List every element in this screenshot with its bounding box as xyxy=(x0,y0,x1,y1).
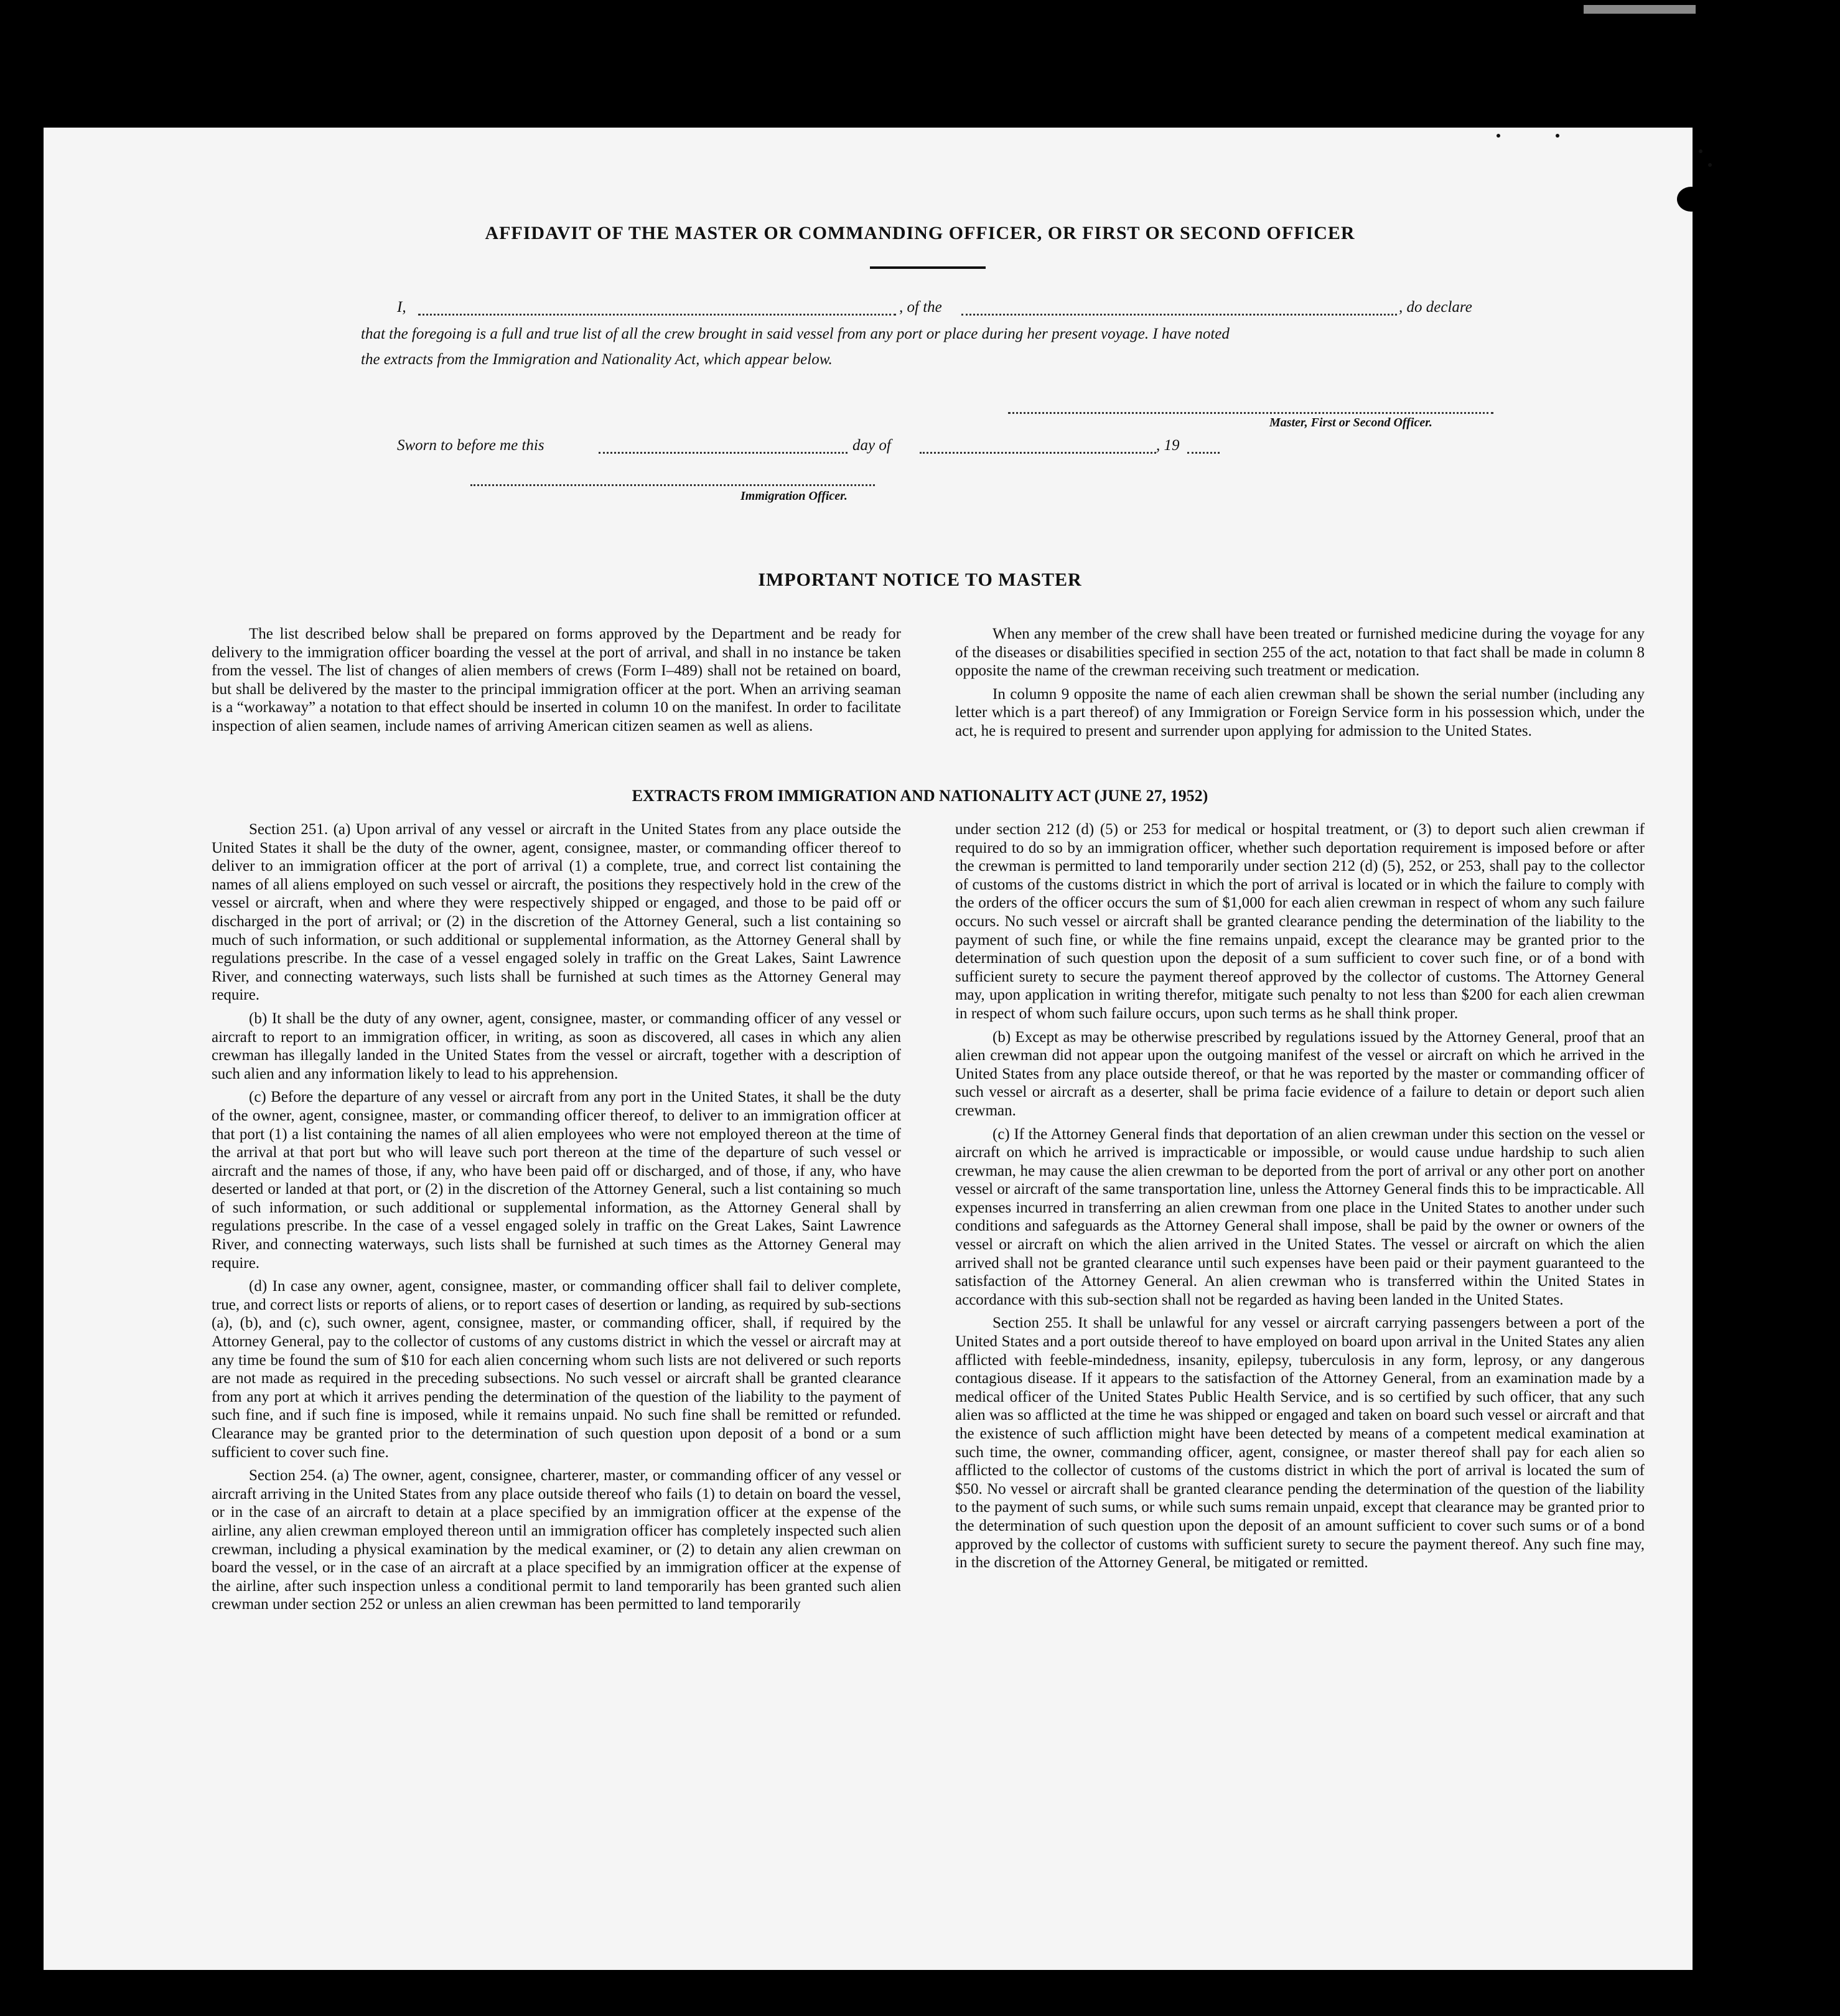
notice-left-paragraph: The list described below shall be prepared on forms approved by the Department and be ready for delivery to the immigration officer boarding the vessel at the port of arrival, and shall in no instance be taken from the vessel. The list of changes of alien members of crews (Form I–489) shall not be retained on board, but shall be delivered by the master to the principal immigration officer at the port. When an arriving seaman is a “workaway” a notation to that effect should be inserted in column 10 on the manifest. In order to facilitate inspection of alien seamen, include names of arriving American citizen seamen as well as aliens. xyxy=(212,626,901,734)
extracts-right-column xyxy=(955,820,1645,1572)
notice-right-paragraph-1: When any member of the crew shall have been treated or furnished medicine during the voyage for any of the diseases or disabilities specified in section 255 of the act, notation to that fact shall be made in column 8 opposite the name of the crewman receiving such treatment or medication. xyxy=(955,626,1645,680)
affidavit-line2: that the foregoing is a full and true list of all the crew brought in said vessel from any port or place during her present voyage. I have noted xyxy=(361,326,1230,342)
binder-hole xyxy=(1677,187,1706,212)
master-caption: Master, First or Second Officer. xyxy=(1269,416,1432,429)
year-blank[interactable] xyxy=(1187,452,1220,454)
section-254b: (b) Except as may be otherwise prescribed by regulations issued by the Attorney General, proof that an alien crewman did not appear upon the outgoing manifest of the vessel or aircraft on which he arrived in the United States from any place outside thereof, or that he was reported by the master or commanding officer of such vessel or aircraft as a deserter, shall be prima facie evidence of a failure to detain or deport such alien crewman. xyxy=(955,1028,1645,1119)
section-251a: Section 251. (a) Upon arrival of any vessel or aircraft in the United States from any place outside the United States it shall be the duty of the owner, agent, consignee, master, or commanding officer thereof to deliver to an immigration officer at the port of arrival (1) a complete, true, and correct list containing the names of all aliens employed on such vessel or aircraft, the positions they respectively hold in the crew of the vessel or aircraft, when and where they were respectively shipped or engaged, and those to be paid off or discharged in the port of arrival; or (2) in the discretion of the Attorney General, such a list containing so much of such information, or such additional or supplemental information, as the Attorney General shall by regulations prescribe. In the case of a vessel engaged solely in traffic on the Great Lakes, Saint Lawrence River, and connecting waterways, such lists shall be furnished at such times as the Attorney General may require. xyxy=(212,821,901,1004)
officer-signature-line[interactable] xyxy=(470,484,875,486)
scan-speck xyxy=(1497,134,1500,138)
notice-right-column xyxy=(955,625,1645,741)
affidavit-line3: the extracts from the Immigration and Nationality Act, which appear below. xyxy=(361,351,833,368)
section-251c: (c) Before the departure of any vessel or aircraft from any port in the United States, it shall be the duty of the owner, agent, consignee, master, or commanding officer thereof, to deliver to an immigration officer at that port (1) a list containing the names of all alien employees who were not employed thereon at the time of the arrival at that port but who will leave such port thereon at the time of the departure of such vessel or aircraft and the names of those, if any, who have been paid off or discharged, and of those, if any, who have deserted or landed at that port, or (2) in the discretion of the Attorney General, such a list containing so much of such information, or such additional or supplemental information, as the Attorney General shall by regulations prescribe. In the case of a vessel engaged solely in traffic on the Great Lakes, Saint Lawrence River, and connecting waterways, such lists shall be furnished at such times as the Attorney General may require. xyxy=(212,1089,901,1272)
binder-hole xyxy=(1733,1380,1764,1411)
affidavit-i: I, xyxy=(397,299,406,316)
binder-hole xyxy=(1733,641,1764,672)
month-blank[interactable] xyxy=(920,452,1156,454)
name-blank[interactable] xyxy=(418,314,896,316)
title-rule xyxy=(870,266,986,269)
section-251d: (d) In case any owner, agent, consignee, master, or commanding officer shall fail to deliver complete, true, and correct lists or reports of aliens, or to report cases of desertion or landing, as required by sub-sections (a), (b), and (c), such owner, agent, consignee, master, or commanding officer, shall, if required by the Attorney General, pay to the collector of customs of any customs district in which the vessel or aircraft may at any time be found the sum of $10 for each alien concerning whom such lists are not delivered or such reports are not made as required in the preceding subsections. No such vessel or aircraft shall be granted clearance from any port at which it arrives pending the determination of the question of the liability to the payment of such fine, and if such fine is imposed, while it remains unpaid. No such fine shall be remitted or refunded. Clearance may be granted prior to the determination of such question upon deposit of a bond or a sum sufficient to cover such fine. xyxy=(212,1278,901,1461)
officer-caption: Immigration Officer. xyxy=(740,489,848,503)
year-prefix: , 19 xyxy=(1156,437,1180,454)
section-254c: (c) If the Attorney General finds that deportation of an alien crewman under this section on the vessel or aircraft on which he arrived is impracticable or impossible, or would cause undue hardship to such alien crewman, he may cause the alien crewman to be deported from the port of arrival or any other port on another vessel or aircraft of the same transportation line, unless the Attorney General finds this to be impracticable. All expenses incurred in transferring an alien crewman from one place in the United States to another under such conditions and safeguards as the Attorney General shall impose, shall be paid by the owner or owners of the vessel or aircraft on which the alien arrived in the United States. The vessel or aircraft on which the alien arrived shall not be granted clearance until such expenses have been paid or their payment guaranteed to the satisfaction of the Attorney General. An alien crewman who is transferred within the United States in accordance with this sub-section shall not be regarded as having been landed in the United States. xyxy=(955,1125,1645,1308)
scan-speck xyxy=(1699,149,1702,153)
extracts-left-column xyxy=(212,820,901,1614)
affidavit-of-the: , of the xyxy=(899,299,942,316)
binder-hole xyxy=(1733,741,1764,772)
affidavit-do-declare: , do declare xyxy=(1399,299,1472,316)
notice-title: IMPORTANT NOTICE TO MASTER xyxy=(758,570,1082,590)
master-signature-line[interactable] xyxy=(1008,412,1493,414)
binder-hole xyxy=(1733,1284,1764,1315)
vessel-blank[interactable] xyxy=(961,314,1397,316)
day-of-label: day of xyxy=(852,437,891,454)
scan-edge-mark xyxy=(1584,5,1696,14)
binder-hole xyxy=(1733,249,1764,280)
extracts-title: EXTRACTS FROM IMMIGRATION AND NATIONALITY ACT (JUNE 27, 1952) xyxy=(632,787,1208,805)
binder-hole xyxy=(1733,1781,1764,1812)
section-251b: (b) It shall be the duty of any owner, agent, consignee, master, or commanding officer of any vessel or aircraft to report to an immigration officer, in writing, as soon as discovered, all cases in which any alien crewman has illegally landed in the United States from the vessel or aircraft, together with a description of such alien and any information likely to lead to his apprehension. xyxy=(212,1010,901,1082)
section-254a: Section 254. (a) The owner, agent, consignee, charterer, master, or commanding officer of any vessel or aircraft arriving in the United States from any place outside thereof who fails (1) to detain on board the vessel, or in the case of an aircraft to detain at a place specified by an immigration officer at the expense of the airline, any alien crewman employed thereon until an immigration officer has completely inspected such alien crewman, including a physical examination by the medical examiner, or (2) to detain any alien crewman on board the vessel, or in the case of an aircraft at a place specified by an immigration officer at the expense of the airline, after such inspection unless a conditional permit to land temporarily has been granted such alien crewman under section 252 or unless an alien crewman has been permitted to land temporarily xyxy=(212,1467,901,1613)
scan-speck xyxy=(1556,134,1559,138)
section-255: Section 255. It shall be unlawful for any vessel or aircraft carrying passengers between a port of the United States and a port outside thereof to have employed on board upon arrival in the United States any alien afflicted with feeble-mindedness, insanity, epilepsy, tuberculosis in any form, leprosy, or any dangerous contagious disease. If it appears to the satisfaction of the Attorney General, from an examination made by a medical officer of the United States Public Health Service, and is so certified by such officer, that any such alien was so afflicted at the time he was shipped or engaged and taken on board such vessel or aircraft and that the existence of such affliction might have been detected by means of a competent medical examination at such time, the owner, commanding officer, agent, consignee, or master thereof shall pay for each alien so afflicted to the collector of customs of the customs district in which the port of arrival is located the sum of $50. No vessel or aircraft shall be granted clearance pending the determination of the question of the liability to the payment of such sums, or while such sums remain unpaid, except that clearance may be granted prior to the determination of such question upon the deposit of an amount sufficient to cover such sums or of a bond approved by the collector of customs with sufficient surety to secure the payment thereof. Any such fine may, in the discretion of the Attorney General, be mitigated or remitted. xyxy=(955,1315,1645,1572)
binder-hole xyxy=(1733,341,1764,372)
binder-hole xyxy=(1733,1476,1764,1507)
section-254a-continued: under section 212 (d) (5) or 253 for medical or hospital treatment, or (3) to deport such alien crewman if required to do so by an immigration officer, whether such deportation requirement is imposed before or after the crewman is permitted to land temporarily under section 212 (d) (5), 252, or 253, shall pay to the collector of customs of the customs district in which the port of arrival is located or in which the failure to comply with the orders of the officer occurs the sum of $1,000 for each alien crewman in respect of whom any such failure occurs. No such vessel or aircraft shall be granted clearance pending the determination of the liability to the payment of such fine, or while the fine remains unpaid, except the clearance may be granted prior to the determination of such question upon the deposit of a sum sufficient to cover such fine, or of a bond with sufficient surety to secure the payment thereof approved by the collector of customs. The Attorney General may, upon application in writing therefor, mitigate such penalty to not less than $200 for each alien crewman in respect of whom such failure occurs, upon such terms as he shall think proper. xyxy=(955,821,1645,1022)
notice-left-column xyxy=(212,625,901,736)
affidavit-title: AFFIDAVIT OF THE MASTER OR COMMANDING OFFICER, OR FIRST OR SECOND OFFICER xyxy=(485,223,1355,243)
notice-right-paragraph-2: In column 9 opposite the name of each alien crewman shall be shown the serial number (including any letter which is a part thereof) of any Immigration or Foreign Service form in his possession which, under the act, he is required to present and surrender upon applying for admission to the United States. xyxy=(955,685,1645,739)
sworn-label: Sworn to before me this xyxy=(397,437,544,454)
scan-speck xyxy=(1708,163,1712,167)
sworn-day-blank[interactable] xyxy=(599,452,848,454)
